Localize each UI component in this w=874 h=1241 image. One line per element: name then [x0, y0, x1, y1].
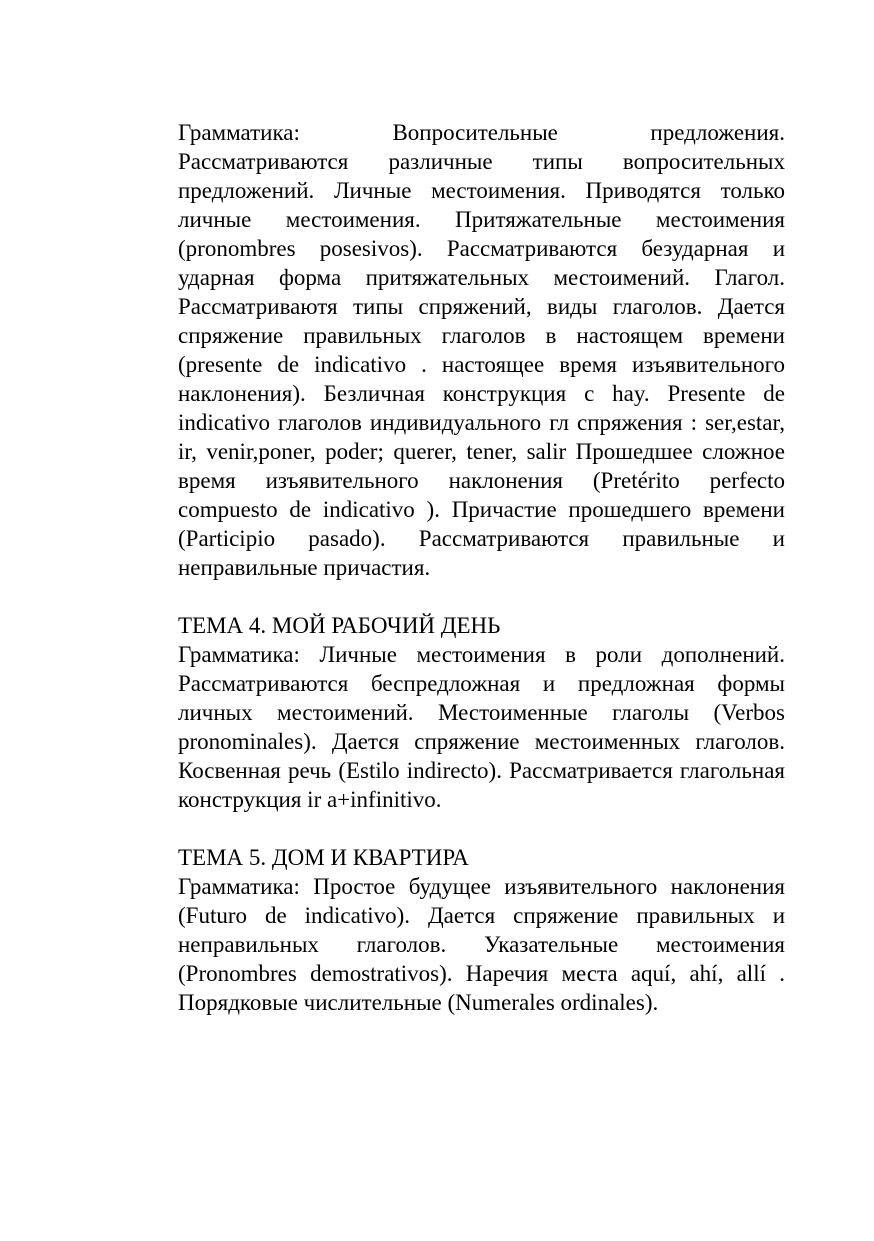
paragraph-spacer — [178, 814, 785, 843]
intro-paragraph: Грамматика: Вопросительные предложения. Рассматриваются различные типы вопросительных предложений. Личные местоимения. Приводятся только личные местоимения. Притяжательные местоимения (pronombres posesivos). Рассматриваются безударная и ударная форма притяжательных местоимений. Глагол. Рассматриваютя типы спряжений, виды глаголов. Дается спряжение правильных глаголов в настоящем времени (presente de indicativo . настоящее время изъявительного наклонения). Безличная конструкция с hay. Presente de indicativo глаголов индивидуального гл спряжения : ser,estar, ir, venir,poner, poder; querer, tener, salir Прошедшее сложное время изъявительного наклонения (Pretérito perfecto compuesto de indicativo ). Причастие прошедшего времени (Participio pasado). Рассматриваются правильные и неправильные причастия. — [178, 120, 785, 580]
topic5-heading: ТЕМА 5. ДОМ И КВАРТИРА — [178, 845, 469, 870]
topic5-paragraph: Грамматика: Простое будущее изъявительного наклонения (Futuro de indicativo). Дается спряжение правильных и неправильных глаголов. Указательные местоимения (Pronombres demostrativos). Наречия места aquí, ahí, allí . Порядковые числительные (Numerales ordinales). — [178, 874, 785, 1015]
document-body — [178, 118, 785, 1017]
topic4-paragraph: Грамматика: Личные местоимения в роли дополнений. Рассматриваются беспредложная и предложная формы личных местоимений. Местоименные глаголы (Verbos pronominales). Дается спряжение местоименных глаголов. Косвенная речь (Estilo indirecto). Рассматривается глагольная конструкция ir a+infinitivo. — [178, 642, 785, 812]
topic4-heading: ТЕМА 4. МОЙ РАБОЧИЙ ДЕНЬ — [178, 613, 501, 638]
paragraph-spacer — [178, 582, 785, 611]
